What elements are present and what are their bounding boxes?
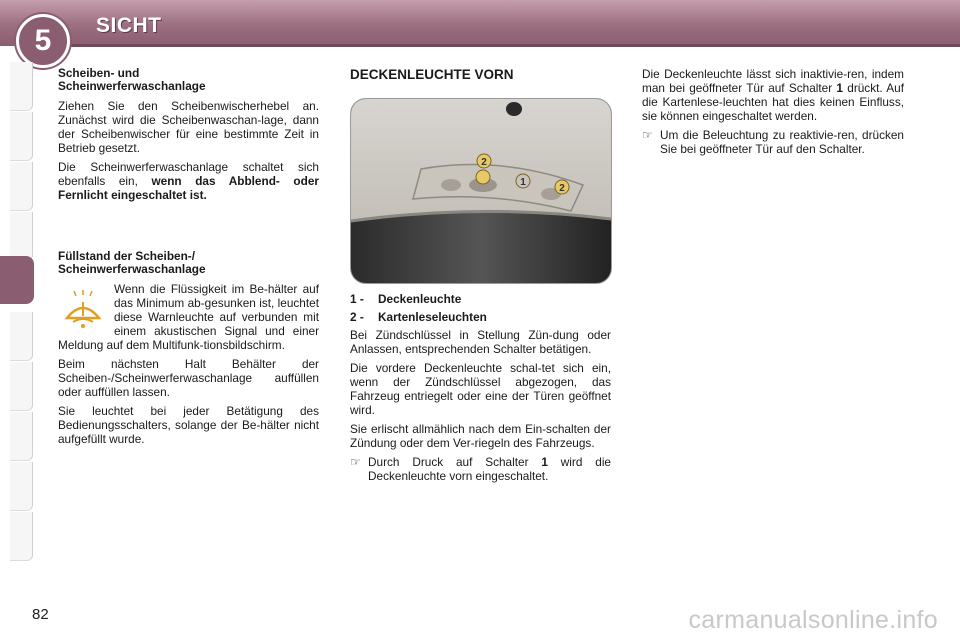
bullet-item (642, 128, 904, 156)
side-tab[interactable] (10, 62, 33, 111)
text: Durch Druck auf Schalter (368, 455, 542, 469)
paragraph: Beim nächsten Halt Behälter der Scheiben-/Scheinwerferwaschanlage auffüllen oder auffüllen lassen. (58, 357, 319, 399)
legend-label: Kartenleseleuchten (378, 310, 487, 324)
paragraph: Sie leuchtet bei jeder Betätigung des Bedienungsschalters, solange der Be-hälter nicht aufgefüllt wurde. (58, 404, 319, 446)
text: wird die Deckenleuchte vorn eingeschaltet. (368, 455, 611, 483)
photo-callout-2-left: 2 (481, 157, 487, 168)
watermark: carmanualsonline.info (688, 606, 938, 634)
chapter-number-badge: 5 (16, 14, 70, 68)
chapter-side-tabs (0, 62, 34, 574)
paragraph: Bei Zündschlüssel in Stellung Zün-dung oder Anlassen, entsprechenden Schalter betätigen. (350, 328, 611, 356)
legend-item (350, 292, 611, 306)
header-divider (70, 44, 960, 47)
photo-callout-2-right: 2 (559, 183, 565, 194)
chapter-title: SICHT (96, 14, 162, 37)
legend-number: 2 - (350, 310, 364, 324)
side-tab-active[interactable] (0, 256, 34, 304)
text: Die Scheinwerferwaschanlage schaltet sich ebenfalls ein, (58, 160, 319, 188)
legend-label: Deckenleuchte (378, 292, 462, 306)
heading-line: Füllstand der Scheiben-/ (58, 249, 195, 263)
side-tab[interactable] (10, 162, 33, 211)
heading-line: Scheinwerferwaschanlage (58, 79, 206, 93)
side-tab[interactable] (10, 462, 33, 511)
text: Die Deckenleuchte lässt sich inaktivie-ren, indem man bei geöffneter Tür auf Schalter (642, 67, 904, 95)
section-heading-fluid-level (58, 250, 319, 276)
bullet-text (368, 455, 611, 483)
heading-line: Scheiben- und (58, 66, 140, 80)
side-tab[interactable] (10, 362, 33, 411)
side-tab[interactable] (10, 512, 33, 561)
paragraph: Die vordere Deckenleuchte schal-tet sich ein, wenn der Zündschlüssel abgezogen, das Fahrzeug entriegelt oder eine der Türen geöffnet wird. (350, 361, 611, 417)
left-column (58, 67, 319, 451)
side-tab[interactable] (10, 312, 33, 361)
legend-item (350, 310, 611, 324)
ceiling-light-photo (350, 98, 612, 284)
photo-callout-1: 1 (520, 177, 526, 188)
side-tab[interactable] (10, 412, 33, 461)
pointing-hand-icon: ☞ (642, 128, 653, 142)
paragraph (642, 67, 904, 123)
heading-line: Scheinwerferwaschanlage (58, 262, 206, 276)
bullet-item (350, 455, 611, 483)
paragraph: Sie erlischt allmählich nach dem Ein-schalten der Zündung oder dem Ver-riegeln des Fahrzeugs. (350, 422, 611, 450)
text: Wenn die Flüssigkeit im Be-hälter auf das Minimum ab-gesunken ist, leuchtet diese Warnleuchte auf verbunden mit einem akustischen Signal und einer Meldung auf dem Multifunk-tionsbildschirm. (58, 282, 319, 352)
paragraph: Ziehen Sie den Scheibenwischerhebel an. Zunächst wird die Scheibenwaschan-lage, dann der Scheibenwischer für eine bestimmte Zeit in Betrieb gesetzt. (58, 99, 319, 155)
legend-number: 1 - (350, 292, 364, 306)
paragraph (58, 160, 319, 202)
pointing-hand-icon: ☞ (350, 455, 361, 469)
bold-text: 1 (836, 81, 843, 95)
right-column (642, 67, 904, 161)
bold-text: wenn das Abblend- oder Fernlicht eingeschaltet ist. (58, 174, 319, 202)
text: drückt. Auf die Kartenlese-leuchten hat dies keinen Einfluss, sie können eingeschaltet werden. (642, 81, 904, 123)
bullet-text: Um die Beleuchtung zu reaktivie-ren, drücken Sie bei geöffneter Tür auf den Schalter. (660, 128, 904, 156)
washer-fluid-warning-icon (62, 288, 104, 330)
side-tab[interactable] (10, 212, 33, 261)
section-title-front-light: DECKENLEUCHTE VORN (350, 67, 514, 82)
section-heading-washer (58, 67, 319, 93)
paragraph (58, 282, 319, 352)
page-number: 82 (32, 606, 49, 623)
side-tab[interactable] (10, 112, 33, 161)
middle-column (350, 292, 611, 488)
bold-text: 1 (541, 455, 548, 469)
